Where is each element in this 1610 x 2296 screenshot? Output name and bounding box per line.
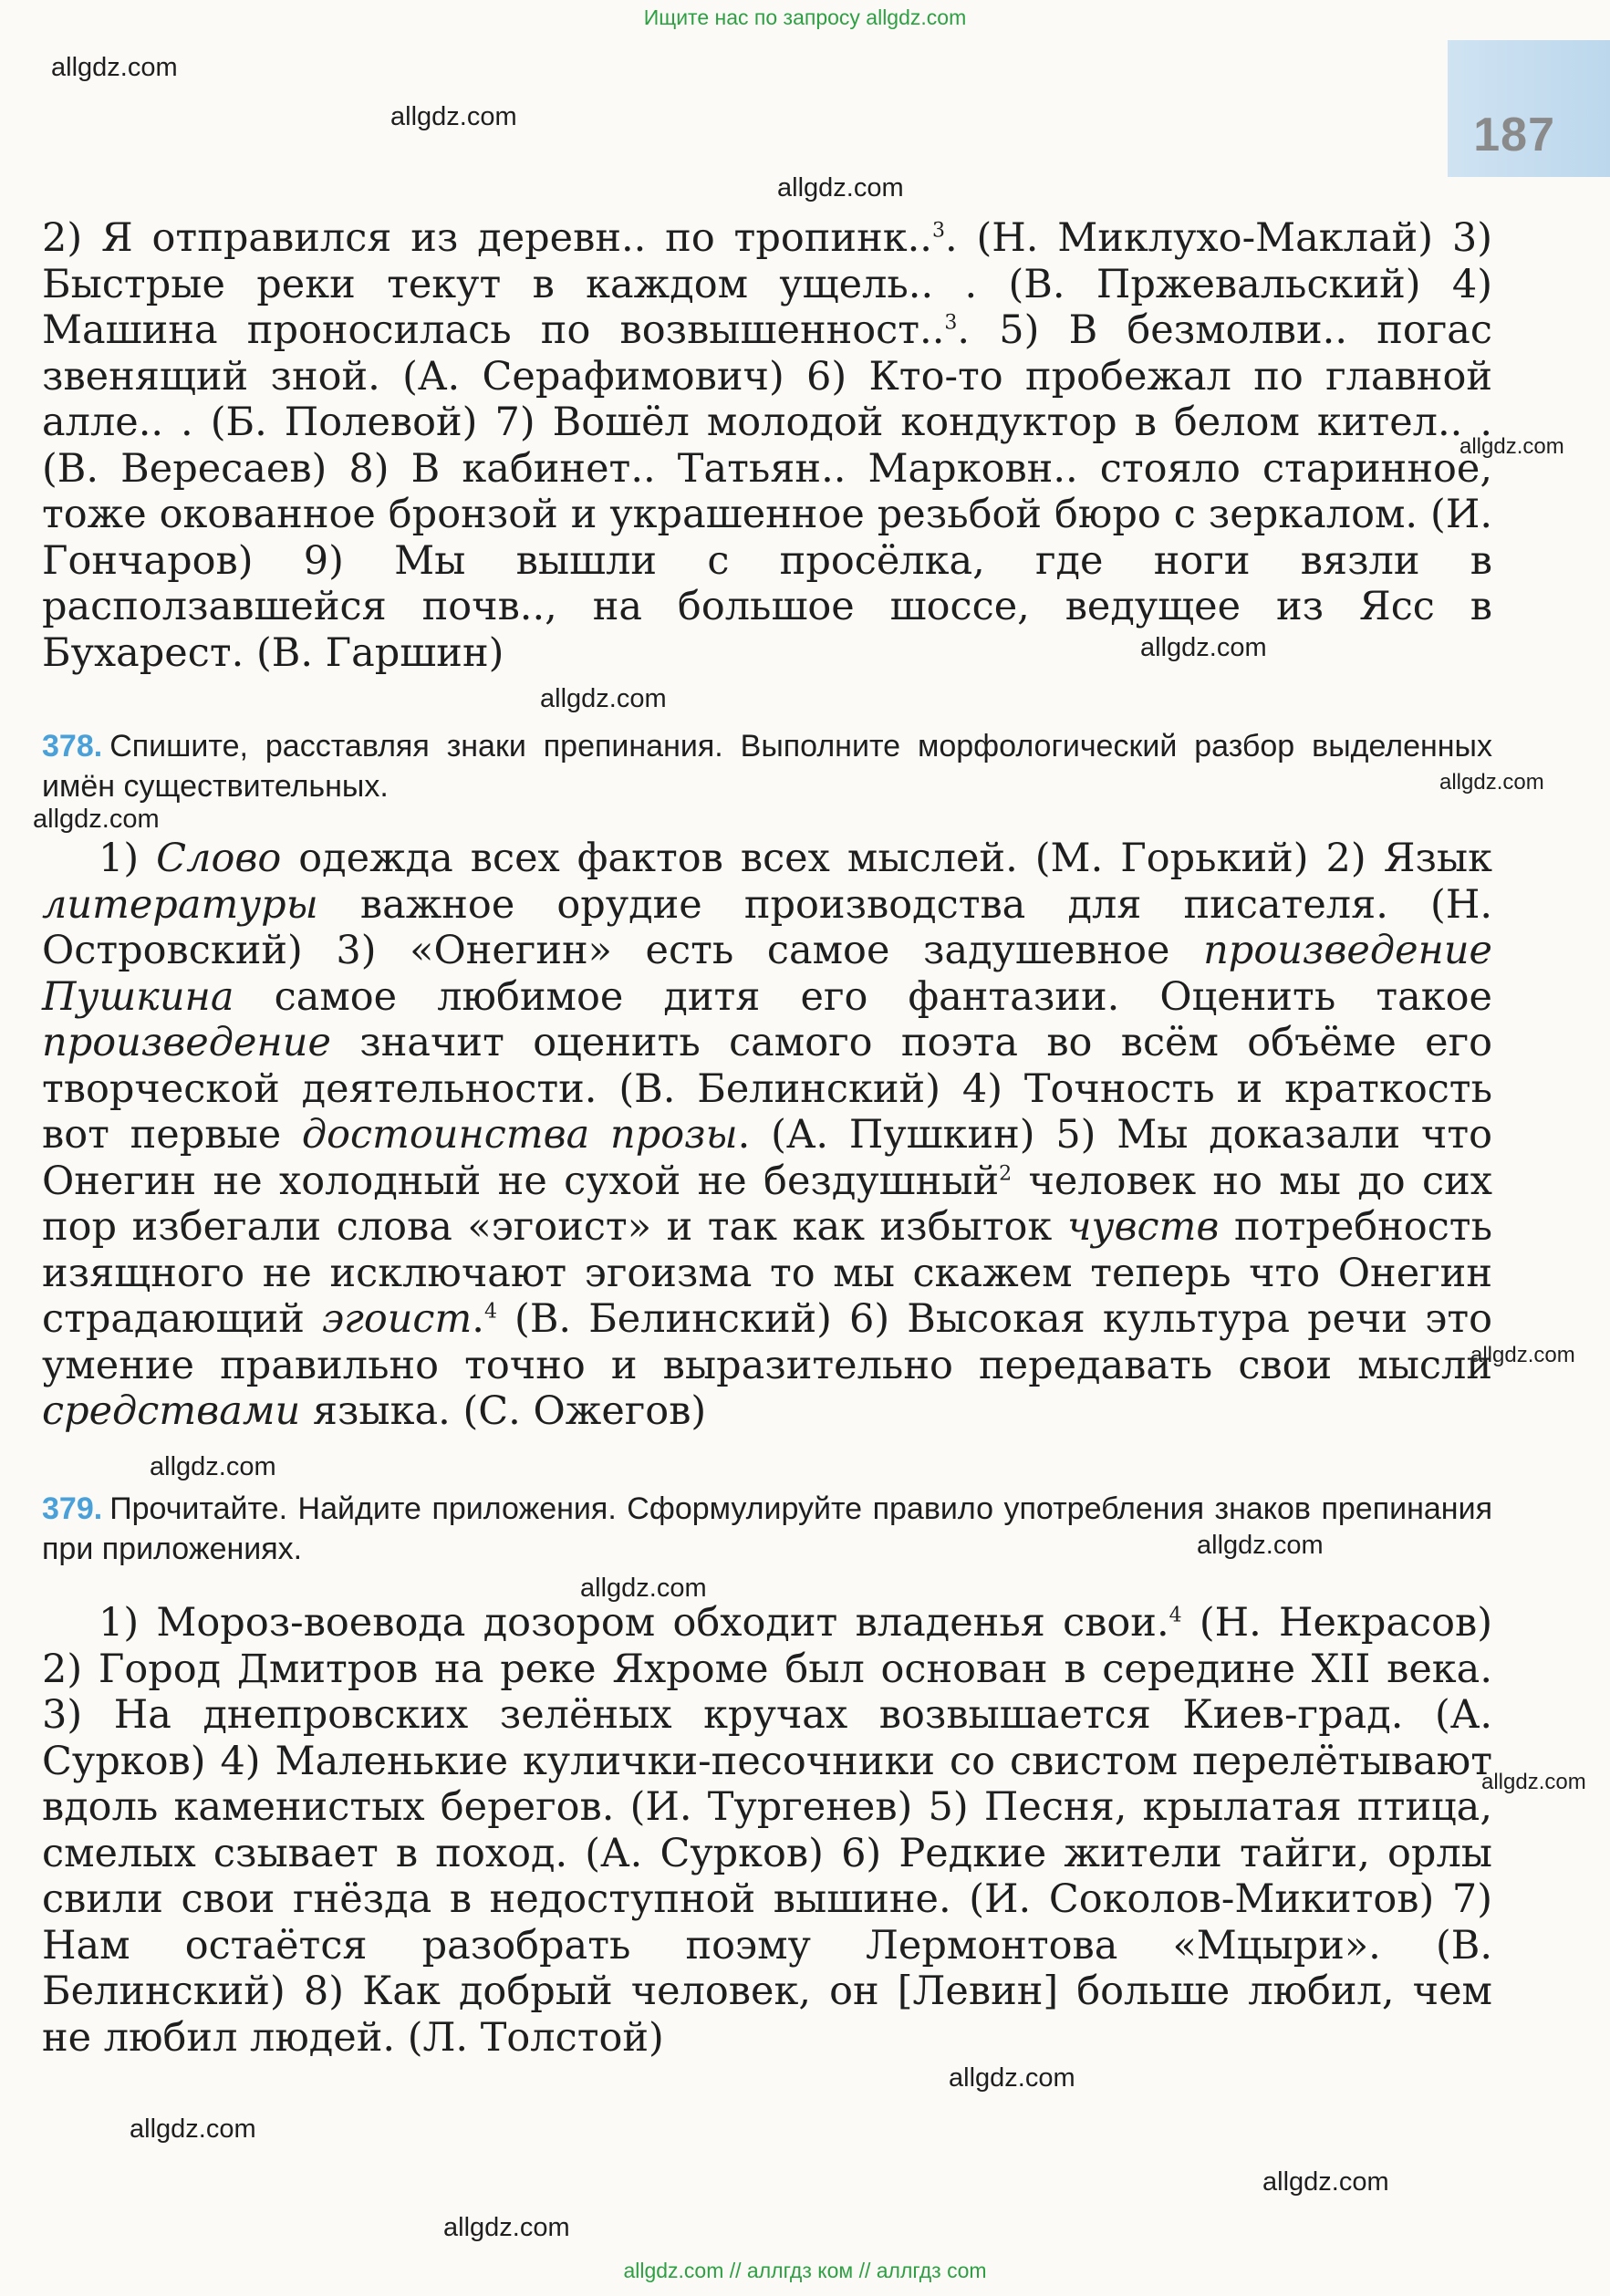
watermark: allgdz.com (51, 53, 178, 82)
watermark: allgdz.com (1197, 1531, 1324, 1560)
watermark: allgdz.com (1140, 633, 1267, 662)
watermark: allgdz.com (1439, 770, 1544, 795)
paragraph: 1) Мороз-воевода дозором обходит владенья свои.$^4$ (Н. Некрасов) 2) Город Дмитров на реке Яхроме был основан в середине XII века. 3) На днепровских зелёных кручах возвышается Киев-град. (А. Сурков) 4) Маленькие кулички-песочники со свистом перелётывают вдоль каменистых берегов. (И. Тургенев) 5) Песня, крылатая птица, смелых сзывает в поход. (А. Сурков) 6) Редкие жители тайги, орлы свили свои гнёзда в недоступной вышине. (И. Соколов-Микитов) 7) Нам остаётся разобрать поэму Лермонтова «Мцыри». (В. Белинский) 8) Как добрый человек, он [Левин] больше любил, чем не любил людей. (Л. Толстой) (42, 1600, 1492, 2061)
footer: allgdz.com // аллгдз ком // аллгдз com (623, 2259, 987, 2282)
paragraph: 2) Я отправился из деревн.. по тропинк..$^3$. (Н. Миклухо-Маклай) 3) Быстрые реки текут в каждом ущель.. . (В. Пржевальский) 4) Машина проносилась по возвышенност..$^3$. 5) В безмолви.. погас звенящий зной. (А. Серафимович) 6) Кто-то пробежал по главной алле.. . (Б. Полевой) 7) Вошёл молодой кондуктор в белом кител.. . (В. Вересаев) 8) В кабинет.. Татьян.. Марковн.. стояло старинное, тоже окованное бронзой и украшенное резьбой бюро с зеркалом. (И. Гончаров) 9) Мы вышли с просёлка, где ноги вязли в расползавшейся почв.., на большое шоссе, ведущее из Ясс в Бухарест. (В. Гаршин) (42, 215, 1493, 676)
task-number: 379. (42, 1491, 103, 1526)
watermark: allgdz.com (777, 173, 904, 203)
exercise-379-text (42, 1600, 1492, 2061)
top-banner: Ищите нас по запросу allgdz.com (643, 5, 967, 29)
task-instruction: Прочитайте. Найдите приложения. Сформулируйте правило употребления знаков препинания при приложениях. (42, 1491, 1492, 1566)
watermark: allgdz.com (540, 684, 667, 713)
watermark: allgdz.com (1459, 434, 1564, 459)
watermark: allgdz.com (443, 2213, 570, 2242)
watermark: allgdz.com (33, 805, 160, 834)
watermark: allgdz.com (390, 102, 517, 131)
task-378-header (42, 726, 1492, 806)
exercise-378-text (42, 836, 1492, 1435)
watermark: allgdz.com (1481, 1770, 1586, 1794)
watermark: allgdz.com (130, 2114, 256, 2144)
watermark: allgdz.com (1262, 2167, 1389, 2197)
exercise-377-continuation (42, 215, 1492, 676)
paragraph: 1) Слово одежда всех фактов всех мыслей. (М. Горький) 2) Язык литературы важное орудие производства для писателя. (Н. Островский) 3) «Онегин» есть самое задушевное произведение Пушкина самое любимое дитя его фантазии. Оценить такое произведение значит оценить самого поэта во всём объёме его творческой деятельности. (В. Белинский) 4) Точность и краткость вот первые достоинства прозы. (А. Пушкин) 5) Мы доказали что Онегин не холодный не сухой не бездушный$^2$ человек но мы до сих пор избегали слова «эгоист» и так как избыток чувств потребность изящного не исключают эгоизма то мы скажем теперь что Онегин страдающий эгоист.$^4$ (В. Белинский) 6) Высокая культура речи это умение правильно точно и выразительно передавать свои мысли средствами языка. (С. Ожегов) (42, 836, 1493, 1434)
task-379-header (42, 1489, 1492, 1569)
watermark: allgdz.com (150, 1452, 276, 1481)
task-instruction: Спишите, расставляя знаки препинания. Выполните морфологический разбор выделенных имён существительных. (42, 729, 1492, 804)
task-number: 378. (42, 729, 103, 764)
watermark: allgdz.com (1470, 1343, 1575, 1367)
page-number: 187 (1473, 109, 1555, 161)
watermark: allgdz.com (949, 2063, 1075, 2093)
watermark: allgdz.com (580, 1574, 707, 1603)
